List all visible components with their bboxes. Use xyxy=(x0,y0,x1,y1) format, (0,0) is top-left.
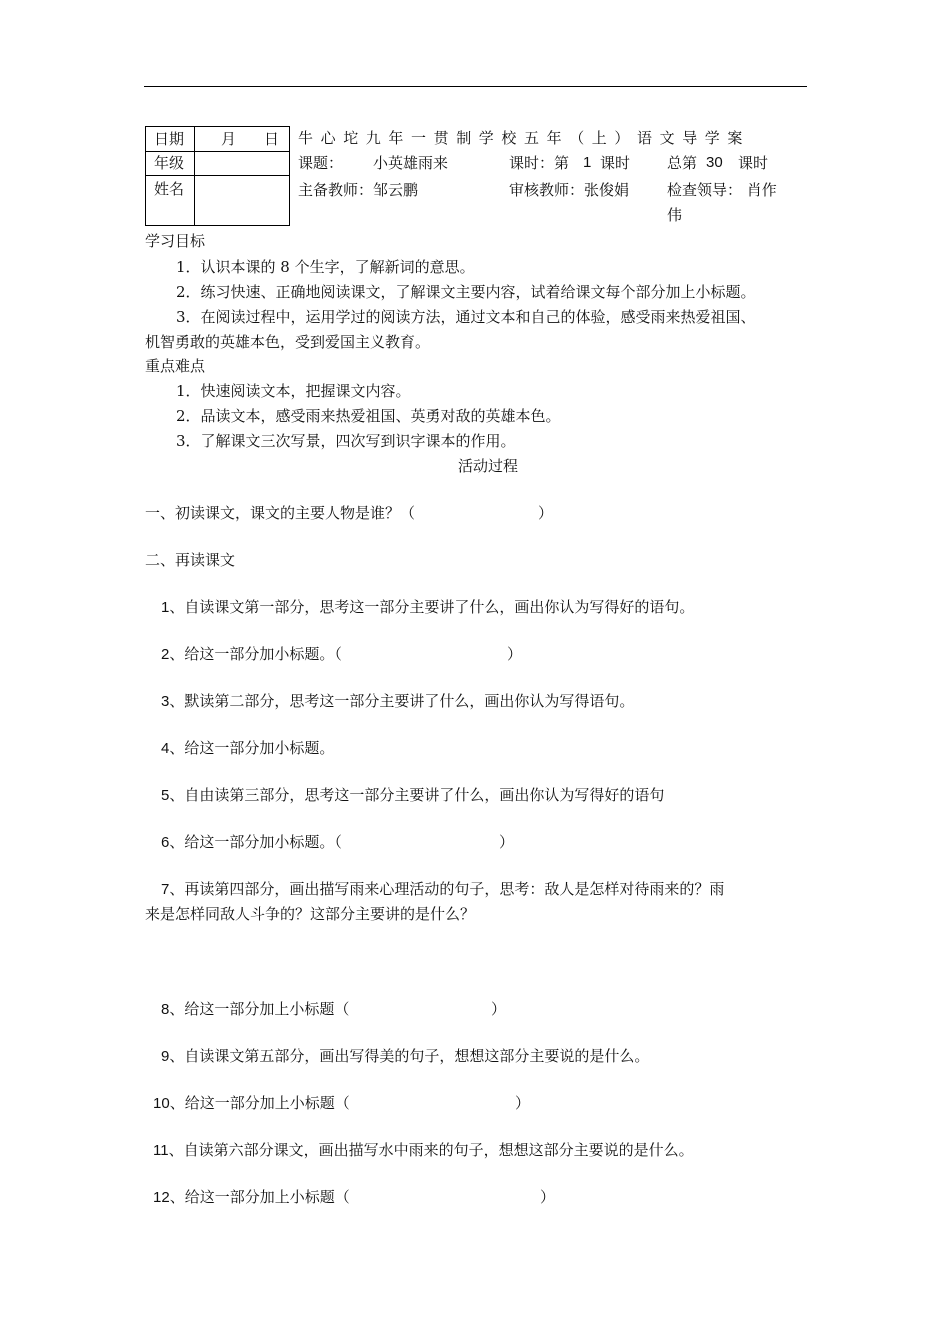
objective-item: 2．练习快速、正确地阅读课文，了解课文主要内容，试着给课文每个部分加上小标题。 xyxy=(176,283,756,301)
question-item xyxy=(161,785,664,806)
question-number: 1 xyxy=(161,599,170,616)
key-point-item: 2．品读文本，感受雨来热爱祖国、英勇对敌的英雄本色。 xyxy=(176,407,561,425)
lesson-topic: 小英雄雨来 xyxy=(373,154,449,172)
objective-item: 1．认识本课的 8 个生字，了解新词的意思。 xyxy=(176,258,475,276)
topic-label: 课题： xyxy=(298,154,344,172)
objective-item: 3．在阅读过程中，运用学过的阅读方法，通过文本和自己的体验，感受雨来热爱祖国、 xyxy=(176,308,756,326)
inspector-continued: 伟 xyxy=(667,206,683,224)
answer-bracket-close: ） xyxy=(515,1094,531,1112)
question-text: 、再读第四部分，画出描写雨来心理活动的句子，思考：敌人是怎样对待雨来的？雨 xyxy=(169,880,725,898)
section-one: 一、初读课文，课文的主要人物是谁？（ xyxy=(145,504,416,522)
question-number: 7 xyxy=(161,881,170,898)
table-divider xyxy=(146,175,289,176)
total-label: 总第 xyxy=(667,154,698,172)
question-text: 、自读课文第五部分，画出写得美的句子，想想这部分主要说的是什么。 xyxy=(169,1047,650,1065)
info-table xyxy=(145,126,290,226)
question-text: 、给这一部分加上小标题（ xyxy=(169,1188,350,1206)
question-text: 、给这一部分加小标题。 xyxy=(169,739,335,757)
page-title: 牛心坨九年一贯制学校五年（上）语文导学案 xyxy=(298,129,751,147)
question-item xyxy=(161,644,342,665)
month-label: 月 xyxy=(221,130,237,148)
total-unit: 课时 xyxy=(738,154,769,172)
inspector: 检查领导： 肖作 xyxy=(667,181,777,199)
question-text: 、给这一部分加上小标题（ xyxy=(169,1094,350,1112)
question-number: 12 xyxy=(153,1189,170,1206)
question-number: 11 xyxy=(153,1142,169,1159)
name-label: 姓名 xyxy=(154,180,185,198)
key-points-heading: 重点难点 xyxy=(145,357,206,375)
date-label: 日期 xyxy=(154,130,185,148)
question-item xyxy=(161,691,634,712)
question-number: 8 xyxy=(161,1001,170,1018)
question-number: 4 xyxy=(161,740,170,757)
question-item xyxy=(161,832,342,853)
key-point-item: 3．了解课文三次写景，四次写到识字课本的作用。 xyxy=(176,432,516,450)
review-teacher: 审核教师：张俊娟 xyxy=(509,181,630,199)
question-number: 3 xyxy=(161,693,170,710)
table-divider xyxy=(194,127,195,225)
period-number: 1 xyxy=(583,154,592,171)
question-item-continued: 来是怎样同敌人斗争的？这部分主要讲的是什么？ xyxy=(145,905,476,923)
question-item xyxy=(161,738,334,759)
question-item xyxy=(153,1187,350,1208)
period-unit: 课时 xyxy=(600,154,631,172)
question-number: 6 xyxy=(161,834,170,851)
header-rule xyxy=(144,86,807,87)
key-point-item: 1．快速阅读文本，把握课文内容。 xyxy=(176,382,411,400)
answer-bracket-close: ） xyxy=(507,645,523,663)
total-number: 30 xyxy=(706,154,723,171)
lead-teacher: 主备教师：邹云鹏 xyxy=(298,181,419,199)
question-text: 、自由读第三部分，思考这一部分主要讲了什么，画出你认为写得好的语句 xyxy=(169,786,665,804)
answer-bracket-close: ） xyxy=(491,1000,507,1018)
question-item xyxy=(161,999,349,1020)
objectives-heading: 学习目标 xyxy=(145,232,206,250)
question-text: 、默读第二部分，思考这一部分主要讲了什么，画出你认为写得语句。 xyxy=(169,692,635,710)
question-item xyxy=(161,1046,649,1067)
question-number: 5 xyxy=(161,787,170,804)
objective-item-continued: 机智勇敢的英雄本色，受到爱国主义教育。 xyxy=(145,333,431,351)
question-text: 、给这一部分加小标题。（ xyxy=(169,645,342,663)
question-item xyxy=(161,879,724,900)
question-item xyxy=(153,1140,694,1161)
question-item xyxy=(161,597,694,618)
answer-bracket-close: ） xyxy=(499,833,515,851)
grade-label: 年级 xyxy=(154,154,185,172)
question-text: 、给这一部分加小标题。（ xyxy=(169,833,342,851)
question-number: 2 xyxy=(161,646,170,663)
question-text: 、给这一部分加上小标题（ xyxy=(169,1000,350,1018)
question-number: 10 xyxy=(153,1095,170,1112)
answer-bracket-close: ） xyxy=(540,1188,556,1206)
question-number: 9 xyxy=(161,1048,170,1065)
activity-heading: 活动过程 xyxy=(458,457,519,475)
day-label: 日 xyxy=(264,130,280,148)
table-divider xyxy=(146,151,289,152)
answer-bracket-close: ） xyxy=(538,504,554,522)
question-text: 、自读第六部分课文，画出描写水中雨来的句子，想想这部分主要说的是什么。 xyxy=(168,1141,694,1159)
question-item xyxy=(153,1093,350,1114)
question-text: 、自读课文第一部分，思考这一部分主要讲了什么，画出你认为写得好的语句。 xyxy=(169,598,695,616)
section-two: 二、再读课文 xyxy=(145,551,236,569)
period-label: 课时：第 xyxy=(509,154,570,172)
